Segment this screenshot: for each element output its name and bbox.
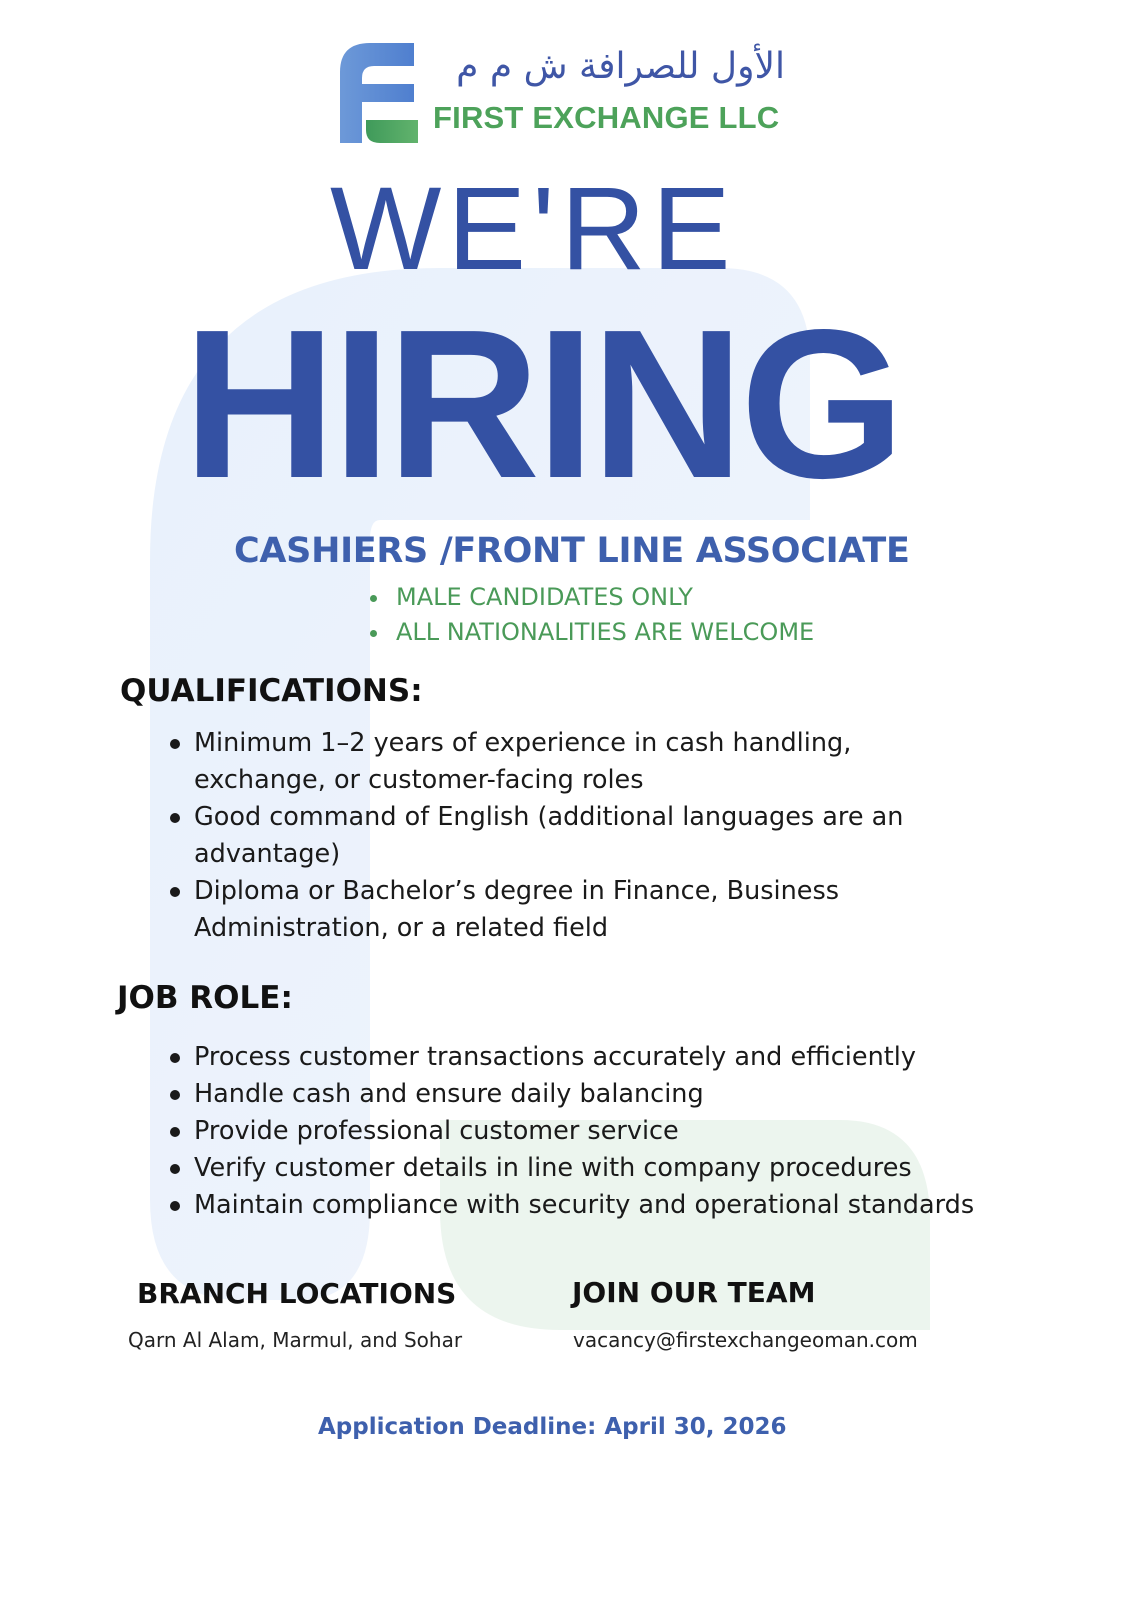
list-item: ALL NATIONALITIES ARE WELCOME (370, 615, 814, 650)
list-item: MALE CANDIDATES ONLY (370, 580, 814, 615)
contact-email: vacancy@firstexchangeoman.com (573, 1328, 918, 1352)
headline-hiring: HIRING (183, 285, 901, 522)
list-item: Handle cash and ensure daily balancing (168, 1076, 1058, 1113)
headline-were: WE'RE (330, 163, 737, 295)
list-item: Provide professional customer service (168, 1113, 1058, 1150)
list-item: Minimum 1–2 years of experience in cash handling, exchange, or customer-facing roles (168, 725, 968, 799)
list-item: Diploma or Bachelor’s degree in Finance, Business Administration, or a related field (168, 873, 968, 947)
company-name-english: FIRST EXCHANGE LLC (433, 100, 780, 135)
application-deadline: Application Deadline: April 30, 2026 (318, 1414, 787, 1440)
list-item: Verify customer details in line with company procedures (168, 1150, 1058, 1187)
position-title: CASHIERS /FRONT LINE ASSOCIATE (234, 531, 910, 571)
letter-e-logo-icon (340, 40, 420, 145)
list-item: Process customer transactions accurately and efficiently (168, 1039, 1058, 1076)
job-role-list (168, 1039, 1058, 1224)
list-item: Good command of English (additional languages are an advantage) (168, 799, 968, 873)
qualifications-list (168, 725, 968, 947)
branch-locations-text: Qarn Al Alam, Marmul, and Sohar (128, 1328, 463, 1352)
join-team-heading: JOIN OUR TEAM (572, 1276, 816, 1309)
job-role-heading: JOB ROLE: (117, 980, 293, 1016)
qualifications-heading: QUALIFICATIONS: (120, 673, 423, 709)
company-name-arabic: الأول للصرافة ش م م (456, 46, 785, 87)
candidate-requirements (370, 580, 814, 650)
list-item: Maintain compliance with security and operational standards (168, 1187, 1058, 1224)
branch-locations-heading: BRANCH LOCATIONS (137, 1277, 457, 1310)
